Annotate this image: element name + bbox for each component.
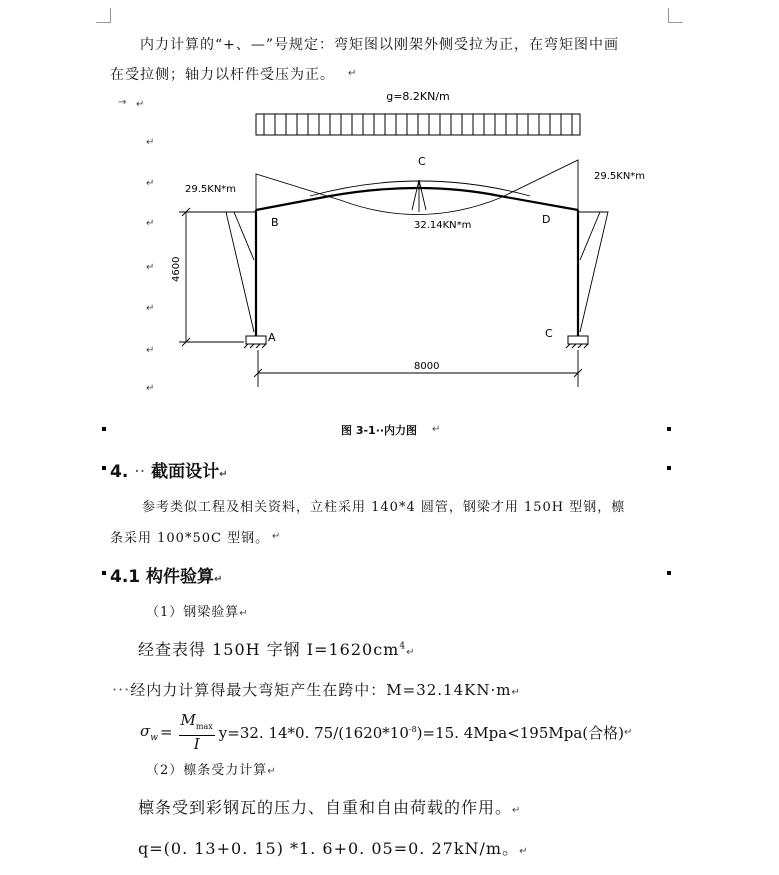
supports	[244, 336, 588, 348]
subsection-1-label: （1）钢梁验算	[146, 605, 240, 620]
paragraph-mark-icon: ↵	[406, 647, 416, 658]
paragraph-mark-icon: ↵	[146, 303, 155, 314]
paragraph-mark-icon: ↵	[146, 262, 155, 273]
moment-mid-label: 32.14KN*m	[414, 220, 472, 231]
section-4-paragraph-line-2: 条采用 100*50C 型钢。	[110, 531, 270, 546]
q-text: q=(0. 13+0. 15) *1. 6+0. 05=0. 27kN/m。	[138, 839, 520, 858]
paragraph-marker	[102, 571, 106, 575]
moment-diagram-outline	[226, 160, 608, 332]
paragraph-mark-icon: ↵	[146, 137, 155, 148]
section-4-number: 4.	[110, 462, 129, 482]
formula-sigma: $\sigma_w$	[140, 721, 158, 743]
formula-equals: =	[159, 723, 173, 741]
purlin-text: 檩条受到彩钢瓦的压力、自重和自由荷载的作用。	[138, 798, 513, 817]
node-b-label: B	[271, 216, 279, 229]
node-d-label: D	[542, 213, 551, 226]
paragraph-mark-icon: ↵	[511, 687, 521, 698]
section-4-dots: ··	[134, 462, 146, 482]
section-4-title: 截面设计	[151, 462, 220, 482]
intro-line-2: 在受拉侧；轴力以杆件受压为正。	[110, 67, 335, 83]
paragraph-mark-icon: ↵	[272, 531, 281, 542]
q-line	[138, 836, 528, 859]
paragraph-marker	[667, 571, 671, 575]
paragraph-marker	[667, 466, 671, 470]
moment-line	[112, 679, 521, 700]
subsection-1-heading	[146, 601, 249, 620]
node-c-top-label: C	[418, 155, 426, 168]
paragraph-mark-icon: ↵	[146, 218, 155, 229]
paragraph-mark-icon: ↵	[146, 383, 155, 394]
inertia-text: 经查表得 150H 字钢 I=1620cm	[138, 640, 400, 659]
section-4-heading	[110, 457, 228, 482]
internal-force-diagram	[0, 0, 779, 420]
purlin-line	[138, 795, 521, 818]
moment-text: 经内力计算得最大弯矩产生在跨中：M=32.14KN·m	[130, 681, 512, 699]
node-a-label: A	[268, 331, 276, 344]
paragraph-mark-icon: ↵	[432, 424, 441, 435]
paragraph-mark-icon: ↵	[348, 68, 357, 79]
section-4-paragraph-line-1: 参考类似工程及相关资料，立柱采用 140*4 圆管，钢梁才用 150H 型钢，檩	[142, 500, 626, 515]
frame-members	[256, 188, 578, 336]
intro-line-1: 内力计算的“+、—”号规定：弯矩图以刚架外侧受拉为正，在弯矩图中画	[140, 37, 620, 53]
dimension-lines	[179, 208, 582, 387]
distributed-load	[256, 114, 580, 135]
paragraph-mark-icon: ↵	[136, 99, 145, 110]
formula-denominator: I	[193, 735, 200, 753]
figure-caption: 图 3-1··内力图	[341, 424, 418, 437]
formula-rest: y=32. 14*0. $75/(1620*10^{-8})=15$. 4Mpa<195Mpa(合格)	[218, 723, 624, 742]
node-c-bottom-label: C	[545, 327, 553, 340]
paragraph-marker	[667, 427, 671, 431]
paragraph-mark-icon: ↵	[512, 805, 522, 816]
subsection-2-heading	[146, 759, 277, 778]
stress-formula	[140, 712, 632, 752]
paragraph-mark-icon: ↵	[214, 574, 223, 585]
moment-right-label: 29.5KN*m	[594, 171, 646, 182]
paragraph-mark-icon: ↵	[146, 345, 155, 356]
paragraph-mark-icon: ↵	[267, 766, 277, 777]
section-41-title: 4.1 构件验算	[110, 567, 215, 587]
paragraph-marker	[102, 427, 106, 431]
section-41-heading	[110, 562, 222, 587]
tab-arrow-icon: →	[118, 97, 127, 108]
paragraph-mark-icon: ↵	[519, 846, 529, 857]
paragraph-marker	[102, 466, 106, 470]
paragraph-mark-icon: ↵	[239, 608, 249, 619]
inertia-exponent: 4	[399, 641, 407, 652]
moment-prefix-dots: ···	[112, 680, 131, 699]
paragraph-mark-icon: ↵	[146, 178, 155, 189]
formula-fraction	[179, 712, 215, 752]
load-label: g=8.2KN/m	[386, 90, 450, 103]
span-dimension-label: 8000	[414, 361, 440, 372]
formula-numerator: $M_{max}$	[179, 712, 215, 736]
paragraph-mark-icon: ↵	[219, 469, 228, 480]
moment-left-label: 29.5KN*m	[185, 184, 237, 195]
inertia-line	[138, 637, 415, 660]
paragraph-mark-icon: ↵	[623, 726, 633, 738]
subsection-2-label: （2）檩条受力计算	[146, 763, 268, 778]
height-dimension-label: 4600	[171, 256, 182, 282]
